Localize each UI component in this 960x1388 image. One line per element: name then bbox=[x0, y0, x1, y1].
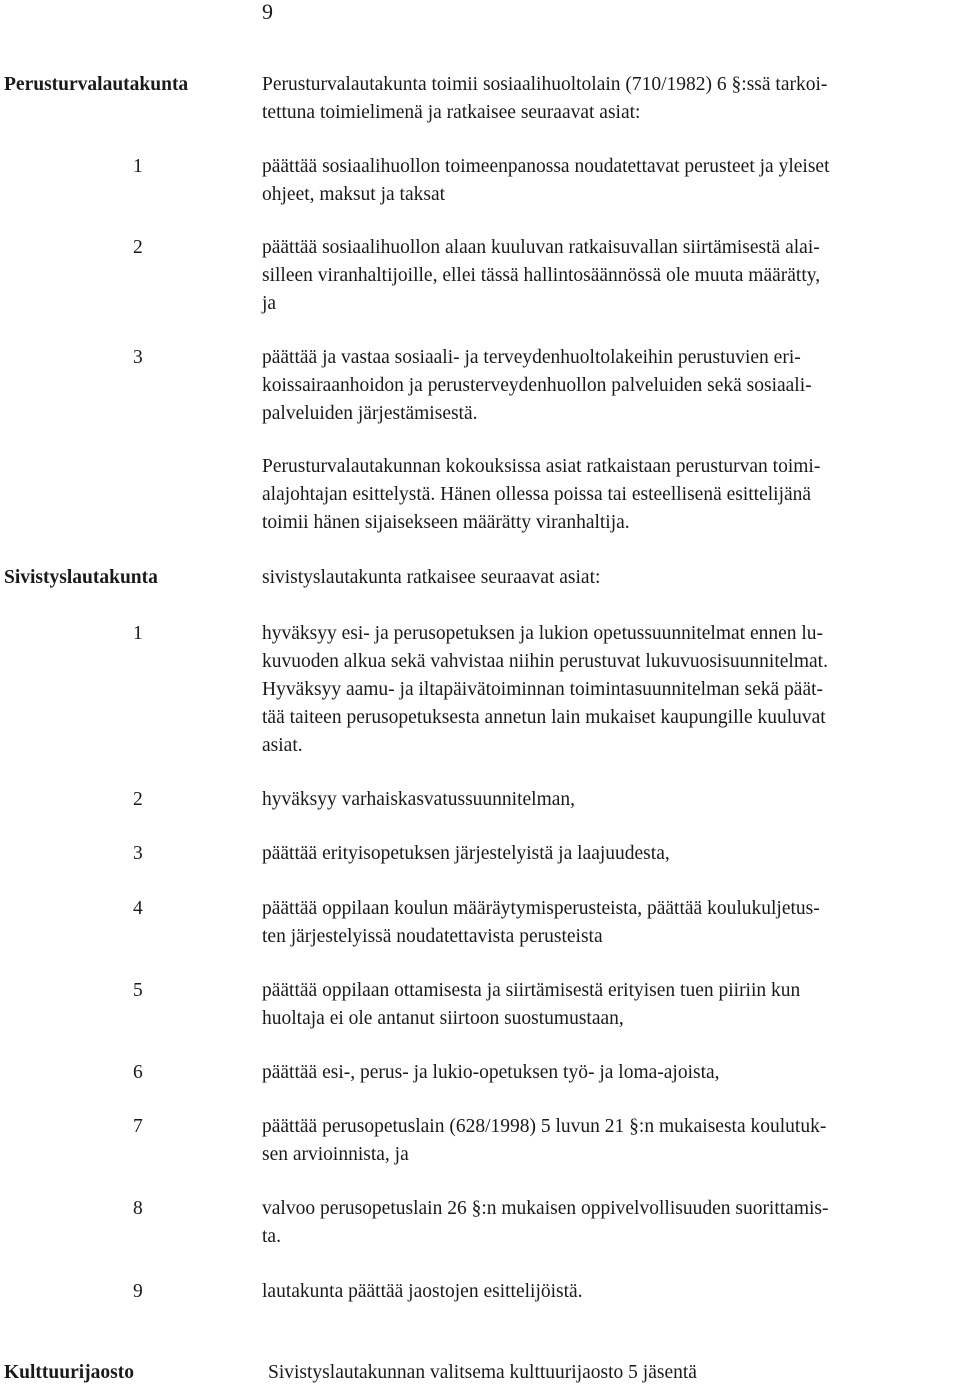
text-line: päättää ja vastaa sosiaali- ja terveydenhuoltolakeihin perustuvien eri- bbox=[262, 347, 801, 368]
sivistys-item-1 bbox=[262, 620, 957, 760]
item-number: 3 bbox=[133, 347, 143, 368]
text-line: sen arvioinnista, ja bbox=[262, 1144, 409, 1165]
text-line: tettuna toimielimenä ja ratkaisee seuraavat asiat: bbox=[262, 102, 641, 123]
perusturva-item-3 bbox=[262, 344, 957, 428]
item-number: 2 bbox=[133, 789, 143, 810]
sivistys-item-3 bbox=[262, 840, 957, 868]
text-line: tää taiteen perusopetuksesta annetun lain mukaiset kaupungille kuuluvat bbox=[262, 707, 826, 728]
item-number: 5 bbox=[133, 980, 143, 1001]
text-line: ja bbox=[262, 293, 277, 314]
text-line: päättää sosiaalihuollon alaan kuuluvan ratkaisuvallan siirtämisestä alai- bbox=[262, 237, 820, 258]
text-line: päättää esi-, perus- ja lukio-opetuksen työ- ja loma-ajoista, bbox=[262, 1062, 720, 1083]
text-line: ta. bbox=[262, 1226, 281, 1247]
text-line: päättää perusopetuslain (628/1998) 5 luvun 21 §:n mukaisesta koulutuk- bbox=[262, 1116, 827, 1137]
sivistys-item-4 bbox=[262, 895, 957, 951]
text-line: toimii hänen sijaisekseen määrätty viranhaltija. bbox=[262, 512, 630, 533]
text-line: koissairaanhoidon ja perusterveydenhuollon palveluiden sekä sosiaali- bbox=[262, 375, 812, 396]
perusturva-closing bbox=[262, 453, 957, 537]
text-line: päättää oppilaan ottamisesta ja siirtämisestä erityisen tuen piiriin kun bbox=[262, 980, 801, 1001]
text-line: lautakunta päättää jaostojen esittelijöistä. bbox=[262, 1281, 583, 1302]
sivistys-intro: sivistyslautakunta ratkaisee seuraavat asiat: bbox=[262, 567, 601, 588]
text-line: päättää oppilaan koulun määräytymisperusteista, päättää koulukuljetus- bbox=[262, 898, 820, 919]
sivistys-item-9 bbox=[262, 1278, 957, 1306]
text-line: ohjeet, maksut ja taksat bbox=[262, 184, 446, 205]
perusturva-intro bbox=[262, 71, 957, 127]
text-line: palveluiden järjestämisestä. bbox=[262, 403, 478, 424]
section-heading-sivistyslautakunta: Sivistyslautakunta bbox=[4, 567, 158, 588]
perusturva-item-1 bbox=[262, 153, 957, 209]
item-number: 1 bbox=[133, 623, 143, 644]
item-number: 1 bbox=[133, 156, 143, 177]
text-line: silleen viranhaltijoille, ellei tässä hallintosäännössä ole muuta määrätty, bbox=[262, 265, 821, 286]
page-number: 9 bbox=[262, 0, 273, 24]
sivistys-item-5 bbox=[262, 977, 957, 1033]
kulttuuri-text: Sivistyslautakunnan valitsema kulttuurijaosto 5 jäsentä bbox=[268, 1362, 697, 1383]
item-number: 9 bbox=[133, 1281, 143, 1302]
item-number: 3 bbox=[133, 843, 143, 864]
sivistys-item-6 bbox=[262, 1059, 957, 1087]
item-number: 2 bbox=[133, 237, 143, 258]
sivistys-item-2 bbox=[262, 786, 957, 814]
text-line: ten järjestelyissä noudatettavista perusteista bbox=[262, 926, 603, 947]
item-number: 6 bbox=[133, 1062, 143, 1083]
text-line: hyväksyy esi- ja perusopetuksen ja lukion opetussuunnitelmat ennen lu- bbox=[262, 623, 824, 644]
text-line: Perusturvalautakunnan kokouksissa asiat ratkaistaan perusturvan toimi- bbox=[262, 456, 821, 477]
item-number: 8 bbox=[133, 1198, 143, 1219]
section-heading-kulttuurijaosto: Kulttuurijaosto bbox=[4, 1362, 135, 1383]
text-line: päättää erityisopetuksen järjestelyistä ja laajuudesta, bbox=[262, 843, 670, 864]
text-line: Hyväksyy aamu- ja iltapäivätoiminnan toimintasuunnitelman sekä päät- bbox=[262, 679, 824, 700]
sivistys-item-8 bbox=[262, 1195, 957, 1251]
text-line: kuvuoden alkua sekä vahvistaa niihin perustuvat lukuvuosisuunnitelmat. bbox=[262, 651, 828, 672]
text-line: valvoo perusopetuslain 26 §:n mukaisen oppivelvollisuuden suorittamis- bbox=[262, 1198, 829, 1219]
item-number: 4 bbox=[133, 898, 143, 919]
section-heading-perusturvalautakunta: Perusturvalautakunta bbox=[4, 74, 189, 95]
perusturva-item-2 bbox=[262, 234, 957, 318]
sivistys-item-7 bbox=[262, 1113, 957, 1169]
text-line: alajohtajan esittelystä. Hänen ollessa poissa tai esteellisenä esittelijänä bbox=[262, 484, 812, 505]
text-line: Perusturvalautakunta toimii sosiaalihuoltolain (710/1982) 6 §:ssä tarkoi- bbox=[262, 74, 828, 95]
text-line: huoltaja ei ole antanut siirtoon suostumustaan, bbox=[262, 1008, 624, 1029]
item-number: 7 bbox=[133, 1116, 143, 1137]
text-line: päättää sosiaalihuollon toimeenpanossa noudatettavat perusteet ja yleiset bbox=[262, 156, 830, 177]
text-line: asiat. bbox=[262, 735, 303, 756]
text-line: hyväksyy varhaiskasvatussuunnitelman, bbox=[262, 789, 576, 810]
